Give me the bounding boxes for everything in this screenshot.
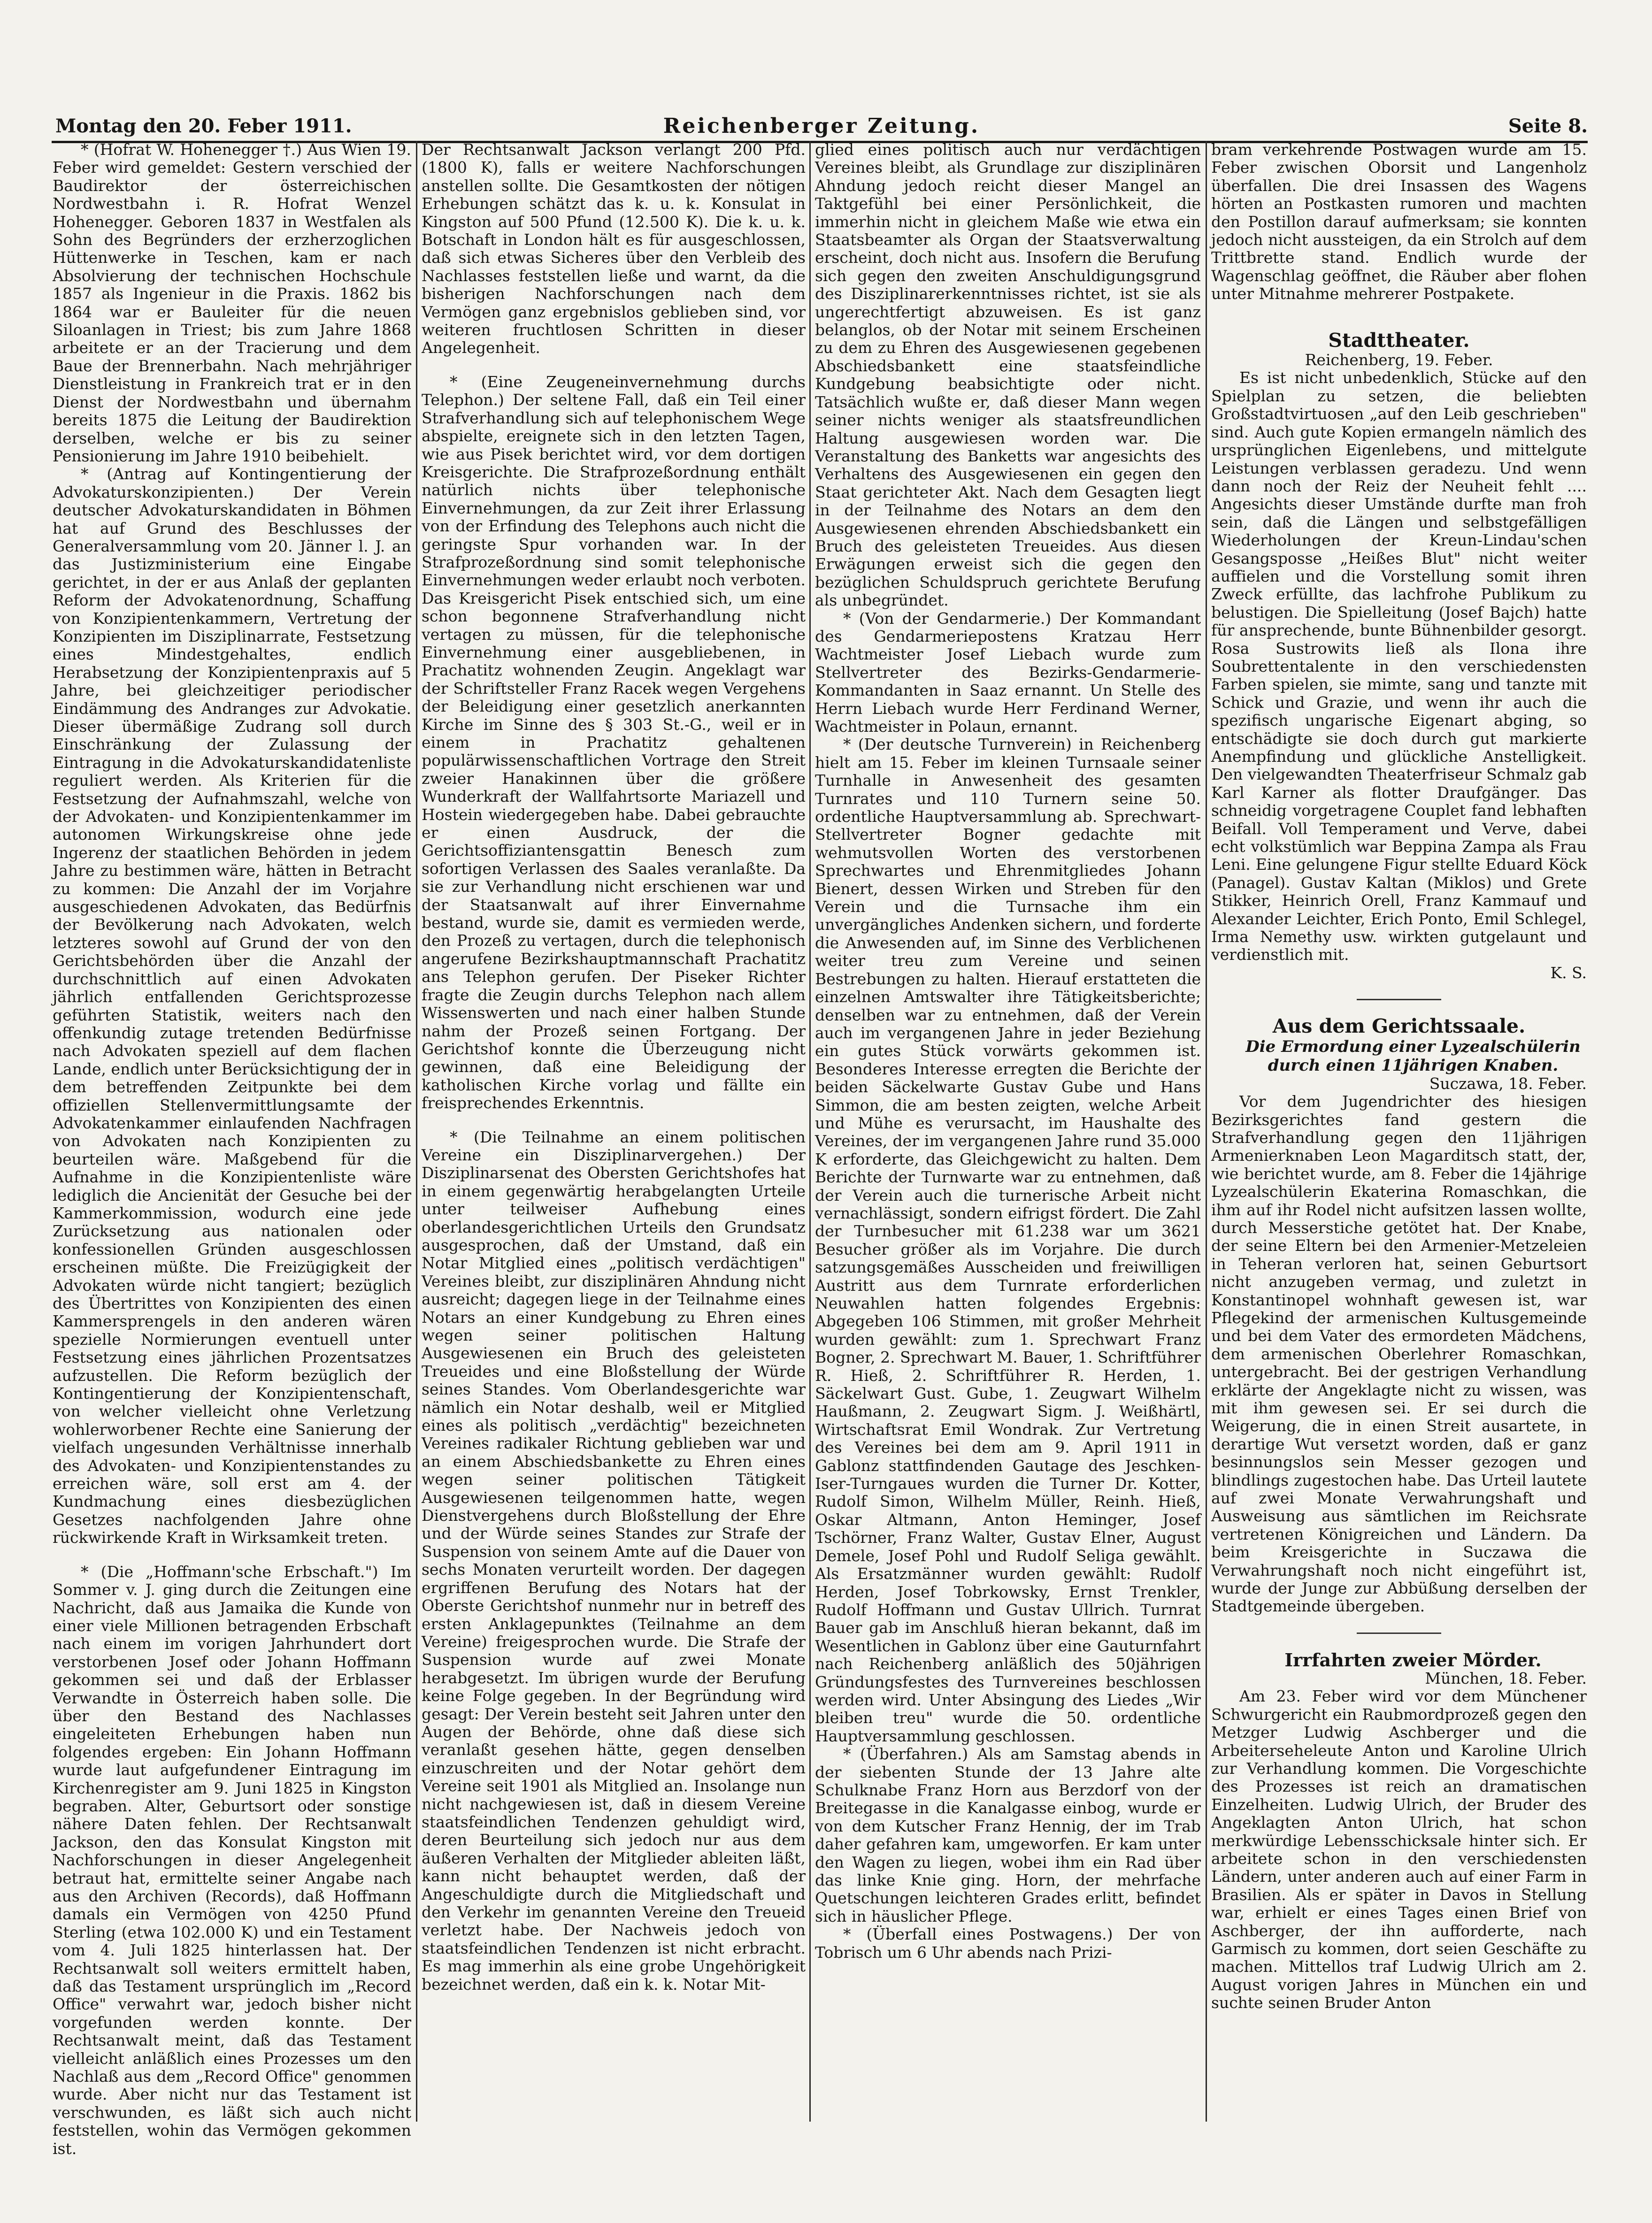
article-hohenegger: * (Hofrat W. Hohenegger †.) Aus Wien 19. Feber wird gemeldet: Gestern verschied der Baudirektor der österreichischen Nordwestbahn i. R. Hofrat Wenzel Hohenegger. Geboren 1837 in Westfalen als Sohn des Begründers der erzherzoglichen Hüttenwerke in Teschen, kam er nach Absolvierung der technischen Hochschule 1857 als Ingenieur in die Praxis. 1862 bis 1864 war er Bauleiter für die neuen Siloanlagen in Triest; bis zum Jahre 1868 arbeitete er an der Tracierung und dem Baue der Brennerbahn. Nach mehrjähriger Dienstleistung in Frankreich trat er in den Dienst der Nordwestbahn und übernahm bereits 1875 die Leitung der Baudirektion derselben, welche er bis zu seiner Pensionierung im Jahre 1910 beibehielt.	[53, 140, 411, 465]
article-telephon: * (Eine Zeugeneinvernehmung durchs Telephon.) Der seltene Fall, daß ein Teil einer Strafverhandlung sich auf telephonischem Wege abspielte, ereignete sich in den letzten Tagen, wie aus Pisek berichtet wird, vor dem dortigen Kreisgerichte. Die Strafprozeßordnung enthält natürlich nichts über telephonische Einvernehmungen, da zur Zeit ihrer Erlassung von der Erfindung des Telephons auch nicht die geringste Spur vorhanden war. In der Strafprozeßordnung sind somit telephonische Einvernehmungen weder erlaubt noch verboten. Das Kreisgericht Pisek entschied sich, um eine schon begonnene Strafverhandlung nicht vertagen zu müssen, für die telephonische Einvernehmung einer ausgebliebenen, in Prachatitz wohnenden Zeugin. Angeklagt war der Schriftsteller Franz Racek wegen Vergehens der Beleidigung einer gesetzlich anerkannten Kirche im Sinne des § 303 St.-G., weil er in einem in Prachatitz gehaltenen populärwissenschaftlichen Vortrage den Streit zweier Hanakinnen über die größere Wunderkraft der Wallfahrtsorte Mariazell und Hostein wiedergegeben habe. Dabei gebrauchte er einen Ausdruck, der die Gerichtsoffiziantensgattin Benesch zum sofortigen Verlassen des Saales veranlaßte. Da sie zur Verhandlung nicht erschienen war und der Staatsanwalt auf ihrer Einvernahme bestand, wurde sie, damit es vermieden werde, den Prozeß zu vertagen, durch die telephonisch angerufene Bezirkshauptmannschaft Prachatitz ans Telephon gerufen. Der Piseker Richter fragte die Zeugin durchs Telephon nach allem Wissenswerten und nach einer halben Stunde nahm der Prozeß seinen Fortgang. Der Gerichtshof konnte die Überzeugung nicht gewinnen, daß eine Beleidigung der katholischen Kirche vorlag und fällte ein freisprechendes Erkenntnis.	[422, 372, 806, 1112]
article-hoffmann-erbschaft: * (Die „Hoffmann'sche Erbschaft.") Im Sommer v. J. ging durch die Zeitungen eine Nachricht, daß aus Jamaika die Kunde von einer viele Millionen betragenden Erbschaft nach einem im vorigen Jahrhundert dort verstorbenen Josef oder Johann Hoffmann gekommen sei und daß der Erblasser Verwandte in Österreich haben solle. Die über den Bestand des Nachlasses eingeleiteten Erhebungen haben nun folgendes ergeben: Ein Johann Hoffmann wurde laut aufgefundener Eintragung im Kirchenregister am 9. Juni 1825 in Kingston begraben. Alter, Geburtsort oder sonstige nähere Daten fehlen. Der Rechtsanwalt Jackson, den das Konsulat Kingston mit Nachforschungen in dieser Angelegenheit betraut hat, ermittelte seiner Angabe nach aus den Archiven (Records), daß Hoffmann damals ein Vermögen von 4250 Pfund Sterling (etwa 102.000 K) und ein Testament vom 4. Juli 1825 hinterlassen hat. Der Rechtsanwalt soll weiters ermittelt haben, daß das Testament ursprünglich im „Record Office" verwahrt war, jedoch bisher nicht vorgefunden werden konnte. Der Rechtsanwalt meint, daß das Testament vielleicht anläßlich eines Prozesses um den Nachlaß aus dem „Record Office" genommen wurde. Aber nicht nur das Testament ist verschwunden, es läßt sich auch nicht feststellen, wohin das Vermögen gekommen ist.	[53, 1562, 411, 2158]
column-1	[53, 140, 411, 2158]
court-subheading-2: durch einen 11jährigen Knaben.	[1268, 1056, 1559, 1075]
column-divider	[809, 141, 811, 2122]
theater-signature: K. S.	[1550, 963, 1587, 982]
column-divider	[416, 141, 417, 2122]
page-number: Seite 8.	[1508, 115, 1588, 137]
column-divider	[1206, 141, 1207, 2122]
column-2	[422, 141, 806, 2122]
court-report: Vor dem Jugendrichter des hiesigen Bezirksgerichtes fand gestern die Strafverhandlung gegen den 11jährigen Armenierknaben Leon Magarditsch statt, der, wie berichtet wurde, am 8. Feber die 14jährige Lyzealschülerin Ekaterina Romaschkan, die ihm auf ihr Rodel nicht aufsitzen lassen wollte, durch Messerstiche getötet hat. Der Knabe, der seine Eltern bei den Armenier-Metzeleien in Teheran verloren hat, seinen Geburtsort nicht anzugeben vermag, und zuletzt in Konstantinopel wohnhaft gewesen ist, war Pflegekind der armenischen Kultusgemeinde und bei dem Vater des ermordeten Mädchens, dem armenischen Oberlehrer Romaschkan, untergebracht. Bei der gestrigen Verhandlung erklärte der Angeklagte nicht zu wissen, was mit ihm gewesen sei. Er sei durch die Weigerung, die in einen Streit ausartete, in derartige Wut versetzt worden, daß er ganz besinnungslos sein Messer gezogen und blindlings zugestochen habe. Das Urteil lautete auf zwei Monate Verwahrungshaft und Ausweisung aus sämtlichen im Reichsrate vertretenen Königreichen und Ländern. Da beim Kreisgerichte in Suczawa die Verwahrungshaft noch nicht eingeführt ist, wurde der Junge zur Abbüßung derselben der Stadtgemeinde übergeben.	[1211, 1092, 1587, 1616]
issue-date: Montag den 20. Feber 1911.	[55, 115, 352, 137]
article-postwagen: * (Überfall eines Postwagens.) Der von Tobrisch um 6 Uhr abends nach Prizi-	[815, 1925, 1201, 1962]
theater-review: Es ist nicht unbedenklich, Stücke auf den Spielplan zu setzen, die beliebten Großstadtvirtuosen „auf den Leib geschrieben" sind. Auch gute Kopien ermangeln nämlich des ursprünglichen Eigenlebens, und mittelgute Leistungen verblassen geradezu. Und wenn dann noch der Reiz der Neuheit fehlt .... Angesichts dieser Umstände durfte man froh sein, daß die Längen und selbstgefälligen Wiederholungen der Kreun-Lindau'schen Gesangsposse „Heißes Blut" nicht weiter auffielen und die Vorstellung somit ihren Zweck erfüllte, das lachfrohe Publikum zu belustigen. Die Spielleitung (Josef Bajch) hatte für ansprechende, bunte Bühnenbilder gesorgt. Rosa Sustrowits ließ als Ilona ihre Soubrettentalente in den verschiedensten Farben spielen, sie mimte, sang und tanzte mit Schick und Grazie, und wenn ihr auch die spezifisch ungarische Eigenart abging, so entschädigte sie doch durch gut markierte Anempfindung und glückliche Anstelligkeit. Den vielgewandten Theaterfriseur Schmalz gab Karl Karner als flotter Draufgänger. Das schneidig vorgetragene Couplet fand lebhaften Beifall. Voll Temperament und Verve, dabei echt volkstümlich war Beppina Zampa als Frau Leni. Eine gelungene Figur stellte Eduard Köck (Panagel). Gustav Kaltan (Miklos) und Grete Stikker, Heinrich Orell, Franz Kammauf und Alexander Leichter, Erich Ponto, Emil Schlegel, Irma Nemethy usw. wirkten gutgelaunt und verdienstlich mit.	[1211, 368, 1587, 964]
court-dateline: Suczawa, 18. Feber.	[1429, 1074, 1587, 1093]
theater-dateline: Reichenberg, 19. Feber.	[1305, 351, 1493, 369]
murder-dateline: München, 18. Feber.	[1425, 1669, 1587, 1687]
section-separator	[1357, 999, 1441, 1000]
article-hoffmann-continued: Der Rechtsanwalt Jackson verlangt 200 Pfd. (1800 K), falls er weitere Nachforschungen anstellen sollte. Die Gesamtkosten der nötigen Erhebungen schätzt das k. u. k. Konsulat in Kingston auf 500 Pfund (12.500 K). Die k. u. k. Botschaft in London hält es für ausgeschlossen, daß sich etwas Sicheres über den Verbleib des Nachlasses feststellen ließe und warnt, da die bisherigen Nachforschungen nach dem Vermögen ganz ergebnislos geblieben sind, vor weiteren fruchtlosen Schritten in dieser Angelegenheit.	[422, 140, 806, 357]
court-subheading-1: Die Ermordung einer Lyzealschülerin	[1245, 1037, 1581, 1056]
column-3	[815, 141, 1201, 2122]
column-4	[1211, 141, 1587, 2122]
masthead	[55, 112, 1588, 141]
newspaper-title: Reichenberger Zeitung.	[663, 114, 980, 138]
article-disziplinar-continued: glied eines politisch auch nur verdächtigen Vereines bleibt, als Grundlage zur disziplinären Ahndung jedoch reicht dieser Mangel an Taktgefühl bei einer Persönlichkeit, die immerhin nicht in gleichem Maße wie etwa ein Staatsbeamter als Organ der Staatsverwaltung erscheint, doch nicht aus. Insofern die Berufung sich gegen den zweiten Anschuldigungsgrund des Disziplinarerkenntnisses richtet, ist sie als ungerechtfertigt abzuweisen. Es ist ganz belanglos, ob der Notar mit seinem Erscheinen zu dem zu Ehren des Ausgewiesenen gegebenen Abschiedsbankett eine staatsfeindliche Kundgebung beabsichtigte oder nicht. Tatsächlich wußte er, daß dieser Mann wegen seiner nichts weniger als staatsfreundlichen Haltung ausgewiesen worden war. Die Veranstaltung des Banketts war angesichts des Verhaltens des Ausgewiesenen ein gegen den Staat gerichteter Akt. Nach dem Gesagten liegt in der Teilnahme des Notars an dem den Ausgewiesenen ehrenden Abschiedsbankett ein Bruch des geleisteten Treueides. Aus diesen Erwägungen erweist sich die gegen den bezüglichen Schuldspruch gerichtete Berufung als unbegründet.	[815, 140, 1201, 610]
murder-report: Am 23. Feber wird vor dem Münchener Schwurgericht ein Raubmordprozeß gegen den Metzger Ludwig Aschberger und die Arbeiterseheleute Anton und Karoline Ulrich zur Verhandlung kommen. Die Vorgeschichte des Prozesses ist reich an dramatischen Einzelheiten. Ludwig Ulrich, der Bruder des Angeklagten Anton Ulrich, hat schon merkwürdige Lebensschicksale hinter sich. Er arbeitete schon in den verschiedensten Ländern, unter anderen auch auf einer Farm in Brasilien. Als er später in Davos in Stellung war, erhielt er eines Tages einen Brief von Aschberger, der ihn aufforderte, nach Garmisch zu kommen, dort seien Geschäfte zu machen. Mittellos traf Ludwig Ulrich am 2. August vorigen Jahres in München ein und suchte seinen Bruder Anton	[1211, 1687, 1587, 2012]
section-separator	[1357, 1633, 1441, 1634]
article-advokaten: * (Antrag auf Kontingentierung der Advokaturskonzipienten.) Der Verein deutscher Advokaturskandidaten in Böhmen hat auf Grund des Beschlusses der Generalversammlung vom 20. Jänner l. J. an das Justizministerium eine Eingabe gerichtet, in der er aus Anlaß der geplanten Reform der Advokatenordnung, Schaffung von Konzipientenkammern, Vertretung der Konzipienten im Disziplinarrate, Festsetzung eines Mindestgehaltes, endlich Herabsetzung der Konzipientenpraxis auf 5 Jahre, bei gleichzeitiger periodischer Eindämmung des Andranges zur Advokatie. Dieser übermäßige Zudrang soll durch Einschränkung der Zulassung der Eintragung in die Advokaturskandidatenliste reguliert werden. Als Kriterien für die Festsetzung der Aufnahmszahl, welche von der Advokaten- und Konzipientenkammer im autonomen Wirkungskreise ohne jede Ingerenz der staatlichen Behörden in jedem Jahre zu bestimmen wäre, hätten in Betracht zu kommen: Die Anzahl der im Vorjahre ausgeschiedenen Advokaten, das Bedürfnis der Bevölkerung nach Advokaten, welch letzteres sowohl auf Grund der von den Gerichtsbehörden über die Anzahl der durchschnittlich auf einen Advokaten jährlich entfallenden Gerichtsprozesse geführten Statistik, weiters nach den offenkundig zutage tretenden Bedürfnisse nach Advokaten speziell auf dem flachen Lande, endlich unter Berücksichtigung der in dem betreffenden Zeitpunkte bei dem offiziellen Stellenvermittlungsamte der Advokatenkammer einlaufenden Nachfragen von Advokaten nach Konzipienten zu beurteilen wäre. Maßgebend für die Aufnahme in die Konzipientenliste wäre lediglich die Ancienität der Gesuche bei der Kammerkommission, wodurch eine jede Zurücksetzung aus nationalen oder konfessionellen Gründen ausgeschlossen erscheinen müßte. Die Freizügigkeit der Advokaten würde nicht tangiert; bezüglich des Übertrittes von Konzipienten des einen Kammersprengels in den anderen wären spezielle Normierungen eventuell unter Festsetzung eines jährlichen Prozentsatzes aufzustellen. Die Reform bezüglich der Kontingentierung der Konzipientenschaft, von welcher vielleicht ohne Verletzung wohlerworbener Rechte eine Sanierung der vielfach ungesunden Verhältnisse innerhalb des Advokaten- und Konzipientenstandes zu erreichen wäre, soll erst am 4. der Kundmachung eines diesbezüglichen Gesetzes nachfolgenden Jahre ohne rückwirkende Kraft in Wirksamkeit treten.	[53, 465, 411, 1547]
article-ueberfahren: * (Überfahren.) Als am Samstag abends in der siebenten Stunde der 13 Jahre alte Schulknabe Franz Horn aus Berzdorf von der Breitegasse in die Kanalgasse einbog, wurde er von dem Kutscher Franz Hennig, der im Trab daher gefahren kam, umgeworfen. Er kam unter den Wagen zu liegen, wobei ihm ein Rad über das linke Knie ging. Horn, der mehrfache Quetschungen leichteren Grades erlitt, befindet sich in häuslicher Pflege.	[815, 1745, 1201, 1925]
theater-heading: Stadttheater.	[1328, 329, 1470, 352]
article-postwagen-continued: bram verkehrende Postwagen wurde am 15. Feber zwischen Oborsit und Langenholz überfallen. Die drei Insassen des Wagens hörten an Postkasten rumoren und machten den Postillon darauf aufmerksam; sie konnten jedoch nicht aussteigen, da ein Strolch auf dem Trittbrette stand. Endlich wurde der Wagenschlag geöffnet, die Räuber aber flohen unter Mitnahme mehrerer Postpakete.	[1211, 140, 1587, 303]
article-turnverein: * (Der deutsche Turnverein) in Reichenberg hielt am 15. Feber im kleinen Turnsaale seiner Turnhalle in Anwesenheit des gesamten Turnrates und 110 Turnern seine 50. ordentliche Hauptversammlung ab. Sprechwart-Stellvertreter Bogner gedachte mit wehmutsvollen Worten des verstorbenen Sprechwartes und Ehrenmitgliedes Johann Bienert, dessen Wirken und Streben für den Verein und die Turnsache ihm ein unvergängliches Andenken sichern, und forderte die Anwesenden auf, im Sinne des Verblichenen weiter treu zum Vereine und seinen Bestrebungen zu halten. Hierauf erstatteten die einzelnen Amtswalter ihre Tätigkeitsberichte; denselben war zu entnehmen, daß der Verein auch im vergangenen Jahre in jeder Beziehung ein gutes Stück vorwärts gekommen ist. Besonderes Interesse erregten die Berichte der beiden Säckelwarte Gustav Gube und Hans Simmon, die am besten zeigten, welche Arbeit und Mühe es verursacht, im Haushalte des Vereines, der im vergangenen Jahre rund 35.000 K erforderte, das Gleichgewicht zu halten. Dem Berichte der Turnwarte war zu entnehmen, daß der Verein auch die turnerische Arbeit nicht vernachlässigt, sondern eifrigst fördert. Die Zahl der Turnbesucher mit 61.238 war um 3621 Besucher größer als im Vorjahre. Die durch satzungsgemäßes Ausscheiden und freiwilligen Austritt aus dem Turnrate erforderlichen Neuwahlen hatten folgendes Ergebnis: Abgegeben 106 Stimmen, mit großer Mehrheit wurden gewählt: zum 1. Sprechwart Franz Bogner, 2. Sprechwart M. Bauer, 1. Schriftführer R. Hieß, 2. Schriftführer R. Herden, 1. Säckelwart Gust. Gube, 1. Zeugwart Wilhelm Haußmann, 2. Zeugwart Sigm. J. Weißhärtl, Wirtschaftsrat Emil Wondrak. Zur Vertretung des Vereines bei dem am 9. April 1911 in Gablonz stattfindenden Gautage des Jeschken-Iser-Turngaues wurden die Turner Dr. Kotter, Rudolf Simon, Wilhelm Müller, Reinh. Hieß, Oskar Altmann, Anton Heminger, Josef Tschörner, Franz Walter, Gustav Elner, August Demele, Josef Pohl und Rudolf Seliga gewählt. Als Ersatzmänner wurden gewählt: Rudolf Herden, Josef Tobrkowsky, Ernst Trenkler, Rudolf Hoffmann und Gustav Ullrich. Turnrat Bauer gab im Anschluß hieran bekannt, daß im Wesentlichen in Gablonz über eine Gauturnfahrt nach Reichenberg anläßlich des 50jährigen Gründungsfestes des Turnvereines beschlossen werden wird. Unter Absingung des Liedes „Wir bleiben treu" wurde die 50. ordentliche Hauptversammlung geschlossen.	[815, 735, 1201, 1745]
article-gendarmerie: * (Von der Gendarmerie.) Der Kommandant des Gendarmeriepostens Kratzau Herr Wachtmeister Josef Liebach wurde zum Stellvertreter des Bezirks-Gendarmerie-Kommandanten in Saaz ernannt. Un Stelle des Herrn Liebach wurde Herr Ferdinand Werner, Wachtmeister in Polaun, ernannt.	[815, 609, 1201, 736]
court-heading: Aus dem Gerichtssaale.	[1272, 1015, 1526, 1038]
article-disziplinar: * (Die Teilnahme an einem politischen Vereine ein Disziplinarvergehen.) Der Disziplinarsenat des Obersten Gerichtshofes hat in einem gegenwärtig herabgelangten Urteile unter teilweiser Aufhebung eines oberlandesgerichtlichen Urteils den Grundsatz ausgesprochen, daß der Umstand, daß ein Notar Mitglied eines „politisch verdächtigen" Vereines bleibt, zur disziplinären Ahndung nicht ausreicht; dagegen liege in der Teilnahme eines Notars an einer Kundgebung zu Ehren eines wegen seiner politischen Haltung Ausgewiesenen ein Bruch des geleisteten Treueides und eine Bloßstellung der Würde seines Standes. Vom Oberlandesgerichte war nämlich ein Notar deshalb, weil er Mitglied eines als politisch „verdächtig" bezeichneten Vereines radikaler Richtung geblieben war und an einem Abschiedsbankette zu Ehren eines wegen seiner politischen Tätigkeit Ausgewiesenen teilgenommen hatte, wegen Dienstvergehens durch Bloßstellung der Ehre und der Würde seines Standes zur Strafe der Suspension von seinem Amte auf die Dauer von sechs Monaten verurteilt worden. Der dagegen ergriffenen Berufung des Notars hat der Oberste Gerichtshof nunmehr nur in betreff des ersten Anklagepunktes (Teilnahme an dem Vereine) freigesprochen wurde. Die Strafe der Suspension wurde auf zwei Monate herabgesetzt. Im übrigen wurde der Berufung keine Folge gegeben. In der Begründung wird gesagt: Der Verein besteht seit Jahren unter den Augen der Behörde, ohne daß diese sich veranlaßt gesehen hätte, gegen denselben einzuschreiten und der Notar gehört dem Vereine seit 1901 als Mitglied an. Insolange nun nicht nachgewiesen ist, daß in diesem Vereine staatsfeindlichen Tendenzen gehuldigt wird, deren Beurteilung sich jedoch nur aus dem äußeren Verhalten der Mitglieder ableiten läßt, kann nicht behauptet werden, daß der Angeschuldigte durch die Mitgliedschaft und den Verkehr im genannten Vereine den Treueid verletzt habe. Der Nachweis jedoch von staatsfeindlichen Tendenzen ist nicht erbracht. Es mag immerhin als eine grobe Ungehörigkeit bezeichnet werden, daß ein k. k. Notar Mit-	[422, 1127, 806, 1993]
murder-heading: Irrfahrten zweier Mörder.	[1284, 1649, 1542, 1671]
